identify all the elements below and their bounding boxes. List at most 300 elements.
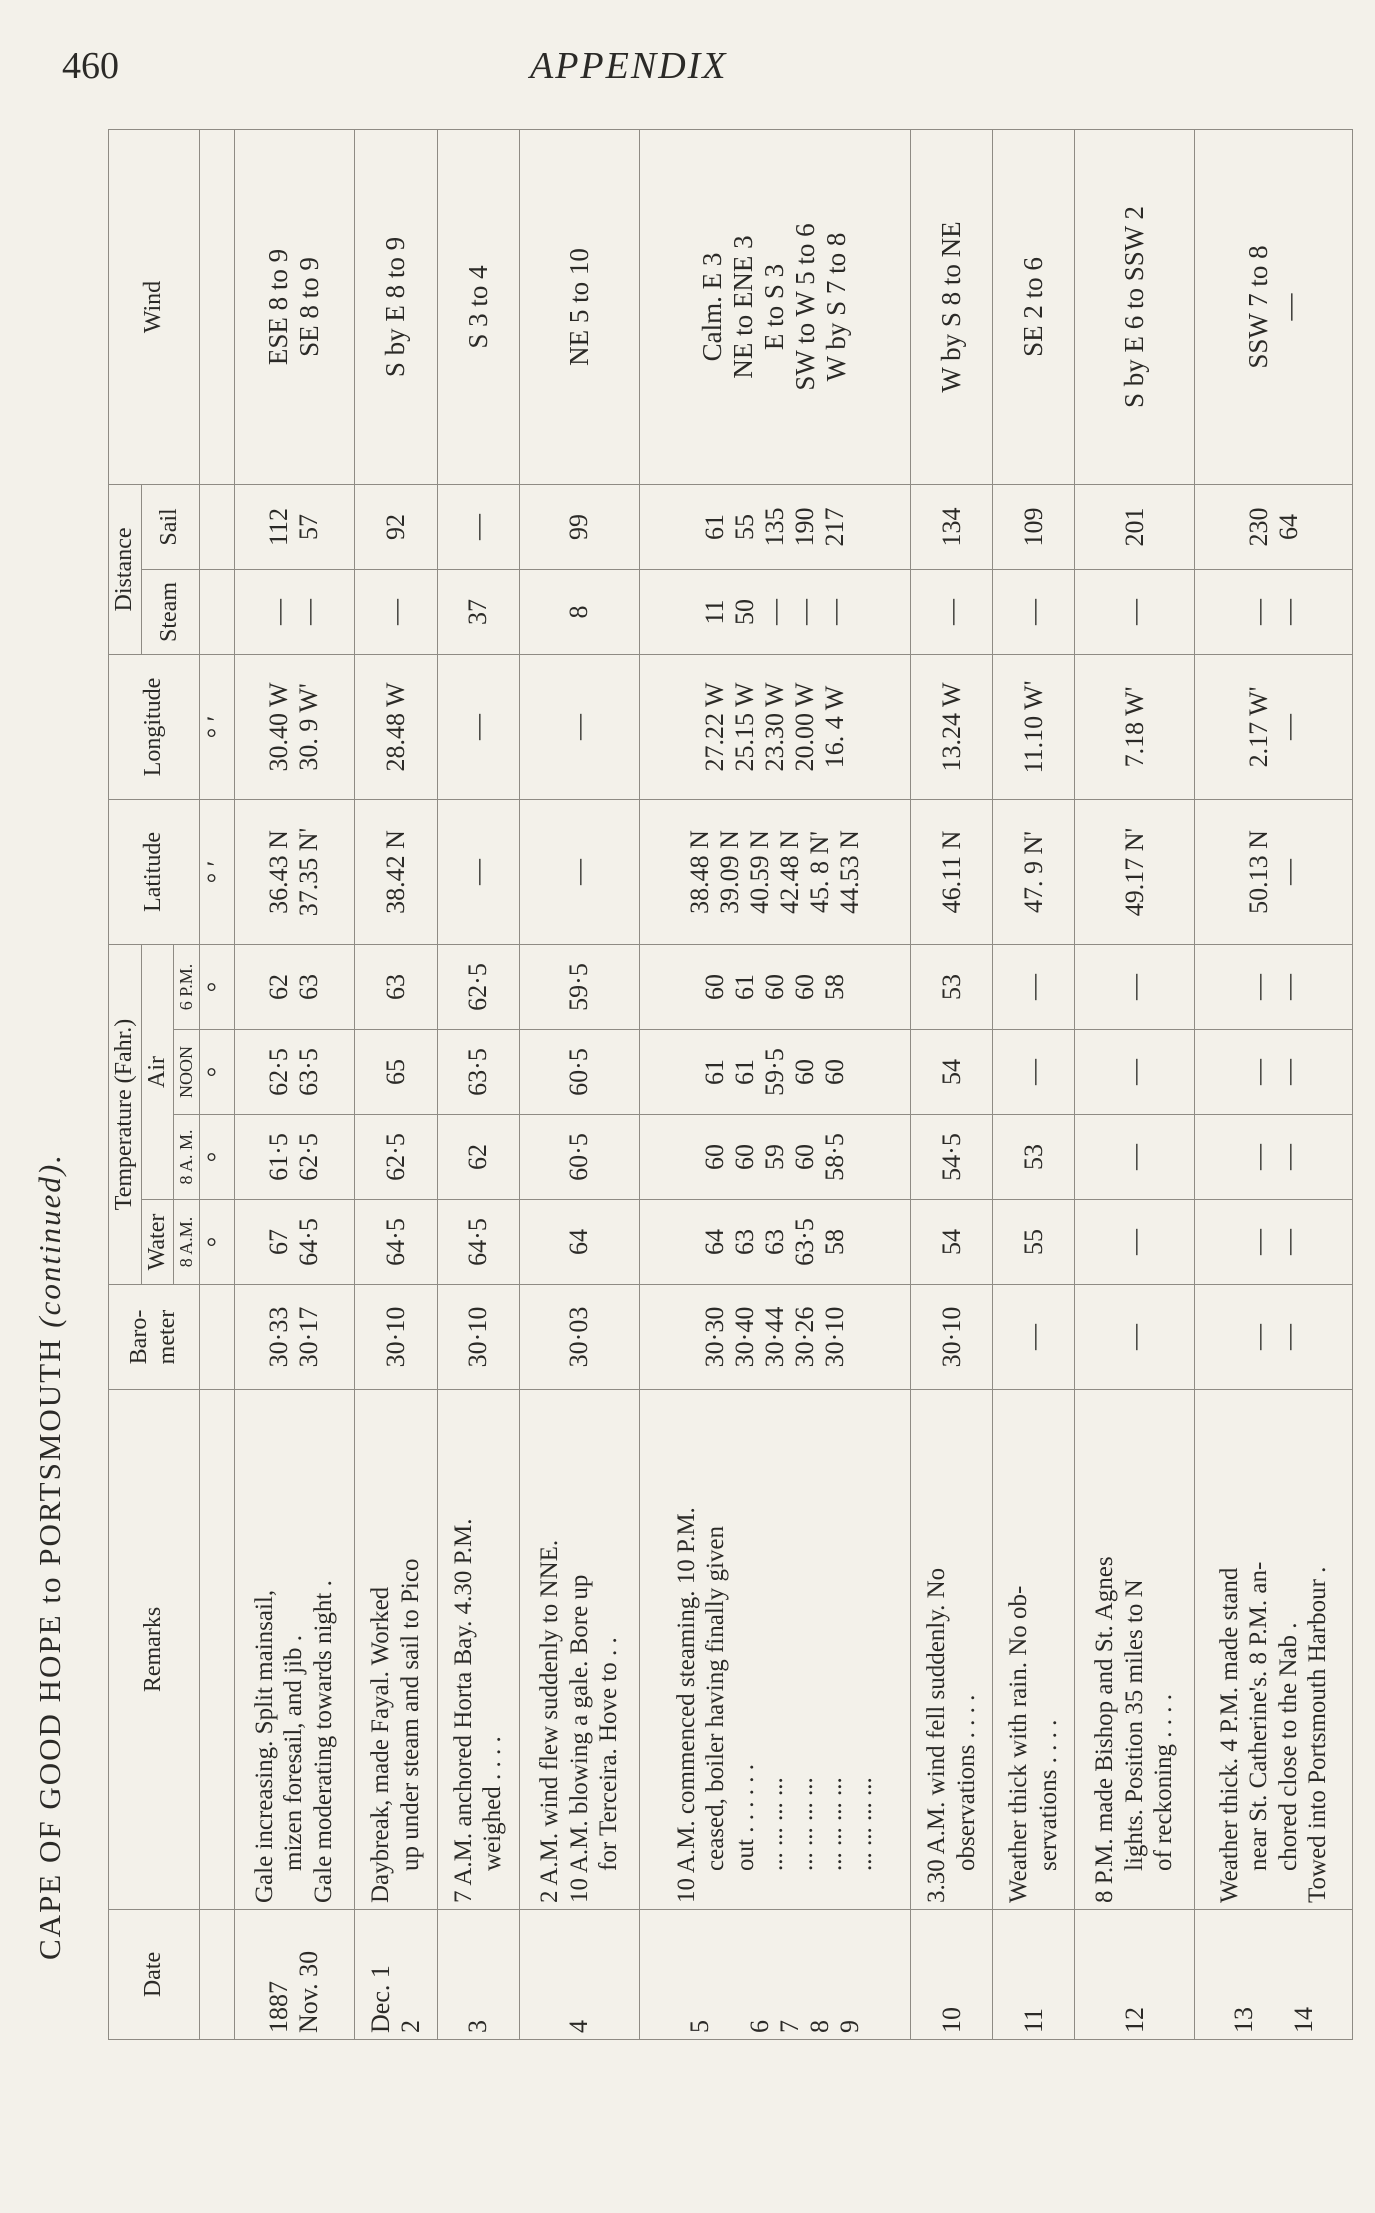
longitude-cell-value: 25.15 W xyxy=(730,682,760,772)
air-noon-cell-value: 65 xyxy=(380,1059,410,1085)
header-air-6pm: 6 P.M. xyxy=(174,944,200,1029)
air-noon-cell xyxy=(437,1030,519,1115)
air-noon-cell-value: — xyxy=(1018,1059,1048,1085)
air-8am-cell-value: 54·5 xyxy=(936,1133,966,1181)
air-8am-cell-value: — xyxy=(1119,1144,1149,1170)
steam-cell-value: — xyxy=(1018,598,1048,625)
water-8am-cell-value: 64 xyxy=(564,1229,594,1255)
remarks-line: Weather thick with rain. No ob- xyxy=(1005,1585,1033,1903)
barometer-cell-value: 30·10 xyxy=(936,1306,966,1368)
wind-value: W by S 7 to 8 xyxy=(821,232,852,382)
latitude-cell-value: 49.17 N' xyxy=(1119,827,1149,917)
air-8am-cell xyxy=(234,1115,354,1200)
wind-value: NE 5 to 10 xyxy=(563,248,594,366)
header-date: Date xyxy=(109,1910,200,2040)
header-longitude: Longitude xyxy=(109,654,200,799)
air-8am-cell-value: 62 xyxy=(463,1144,493,1170)
air-noon-cell-value: 54 xyxy=(936,1059,966,1085)
sail-cell xyxy=(911,484,993,569)
barometer-cell-value: — xyxy=(1273,1324,1303,1350)
table-title-main: CAPE OF GOOD HOPE to PORTSMOUTH xyxy=(32,1337,67,1960)
header-wind: Wind xyxy=(109,129,200,484)
air-noon-cell-value: 60 xyxy=(819,1059,849,1085)
longitude-cell-value: 27.22 W xyxy=(700,682,730,772)
water-8am-cell-value: 67 xyxy=(264,1229,294,1255)
table-row xyxy=(519,129,639,2039)
air-noon-cell-value: 60 xyxy=(789,1059,819,1085)
steam-cell-value: 11 xyxy=(700,599,730,625)
barometer-cell xyxy=(1075,1285,1195,1390)
steam-cell xyxy=(519,569,639,654)
latitude-cell xyxy=(993,799,1075,944)
air-noon-cell xyxy=(639,1030,910,1115)
steam-cell-value: — xyxy=(1273,598,1303,625)
longitude-cell xyxy=(519,654,639,799)
units-row xyxy=(199,129,234,2039)
sail-cell-value: 92 xyxy=(380,513,410,540)
latitude-cell-value: 36.43 N xyxy=(264,830,294,914)
longitude-cell-value: 20.00 W xyxy=(789,682,819,772)
barometer-cell xyxy=(519,1285,639,1390)
air-6pm-cell xyxy=(1195,944,1353,1029)
latitude-cell-value: 38.48 N xyxy=(685,830,715,914)
longitude-cell-value: 30. 9 W' xyxy=(294,683,324,771)
remarks-cell xyxy=(911,1390,993,1910)
date-cell: 1887 Nov. 30 xyxy=(234,1910,354,2040)
sail-cell xyxy=(437,484,519,569)
water-8am-cell-value: 64 xyxy=(700,1229,730,1255)
date-cell: Dec. 1 2 xyxy=(354,1910,437,2040)
air-noon-cell xyxy=(993,1030,1075,1115)
wind-value: SE 8 to 9 xyxy=(294,257,325,357)
longitude-cell-value: 13.24 W xyxy=(936,682,966,772)
latitude-cell-value: 45. 8 N' xyxy=(804,831,834,913)
air-6pm-cell-value: 61 xyxy=(730,974,760,1000)
barometer-cell xyxy=(911,1285,993,1390)
wind-cell xyxy=(1195,129,1353,484)
wind-value: S by E 8 to 9 xyxy=(380,236,411,378)
sail-cell xyxy=(354,484,437,569)
water-8am-cell-value: — xyxy=(1119,1229,1149,1255)
remarks-line: 8 P.M. made Bishop and St. Agnes xyxy=(1091,1556,1119,1903)
date-cell: 5 6 7 8 9 xyxy=(639,1910,910,2040)
remarks-line: ceased, boiler having finally given xyxy=(702,1525,730,1871)
wind-value: S by E 6 to SSW 2 xyxy=(1119,205,1150,409)
air-6pm-cell xyxy=(911,944,993,1029)
air-6pm-cell xyxy=(993,944,1075,1029)
water-8am-cell-value: 64·5 xyxy=(294,1218,324,1266)
date-cell: 4 xyxy=(519,1910,639,2040)
steam-cell-value: — xyxy=(380,598,410,625)
latitude-cell xyxy=(639,799,910,944)
wind-value: S 3 to 4 xyxy=(462,265,493,349)
barometer-cell xyxy=(993,1285,1075,1390)
latitude-cell xyxy=(1075,799,1195,944)
steam-cell xyxy=(911,569,993,654)
air-8am-cell-value: 53 xyxy=(1018,1144,1048,1170)
remarks-line: Gale moderating towards night . xyxy=(309,1580,337,1903)
remarks-line: Daybreak, made Fayal. Worked xyxy=(367,1586,395,1903)
remarks-line: ... ... ... ... xyxy=(761,1777,789,1871)
barometer-cell xyxy=(639,1285,910,1390)
water-8am-cell-value: 64·5 xyxy=(463,1218,493,1266)
wind-value: ESE 8 to 9 xyxy=(263,248,294,366)
air-noon-cell-value: — xyxy=(1243,1059,1273,1085)
water-8am-cell-value: 58 xyxy=(819,1229,849,1255)
sail-cell xyxy=(234,484,354,569)
steam-cell-value: 8 xyxy=(564,605,594,619)
barometer-cell-value: 30·44 xyxy=(759,1306,789,1368)
air-6pm-cell-value: 60 xyxy=(789,974,819,1000)
air-6pm-cell-value: 62 xyxy=(264,974,294,1000)
remarks-line: lights. Position 35 miles to N xyxy=(1120,1579,1148,1871)
air-6pm-cell xyxy=(234,944,354,1029)
air-noon-cell-value: — xyxy=(1273,1059,1303,1085)
latitude-cell-value: — xyxy=(463,858,493,885)
air-noon-cell xyxy=(519,1030,639,1115)
remarks-line: Gale increasing. Split mainsail, xyxy=(250,1589,278,1903)
steam-cell-value: — xyxy=(294,598,324,625)
sail-cell-value: — xyxy=(463,513,493,540)
wind-cell xyxy=(234,129,354,484)
sail-cell-value: 134 xyxy=(936,507,966,547)
air-6pm-cell xyxy=(354,944,437,1029)
air-noon-cell xyxy=(911,1030,993,1115)
remarks-cell xyxy=(639,1390,910,1910)
steam-cell-value: 37 xyxy=(463,598,493,625)
sail-cell xyxy=(1195,484,1353,569)
remarks-line: observations . . . . xyxy=(952,1694,980,1871)
sail-cell-value: 109 xyxy=(1018,507,1048,547)
header-latitude: Latitude xyxy=(109,799,200,944)
latitude-cell-value: 42.48 N xyxy=(774,830,804,914)
air-noon-cell xyxy=(234,1030,354,1115)
barometer-cell-value: — xyxy=(1243,1324,1273,1350)
sail-cell-value: 57 xyxy=(294,513,324,540)
header-air-8am: 8 A. M. xyxy=(174,1115,200,1200)
latitude-cell xyxy=(911,799,993,944)
page-number: 460 xyxy=(62,45,119,87)
longitude-cell xyxy=(1075,654,1195,799)
water-8am-cell-value: 64·5 xyxy=(380,1218,410,1266)
air-8am-cell xyxy=(519,1115,639,1200)
steam-cell-value: — xyxy=(819,598,849,625)
air-noon-cell xyxy=(1075,1030,1195,1115)
air-8am-cell xyxy=(437,1115,519,1200)
sail-cell-value: 201 xyxy=(1119,507,1149,547)
longitude-cell xyxy=(437,654,519,799)
air-6pm-cell-value: 60 xyxy=(759,974,789,1000)
remarks-line: of reckoning . . . . xyxy=(1150,1693,1178,1871)
water-8am-cell xyxy=(234,1200,354,1285)
remarks-line: Towed into Portsmouth Harbour . xyxy=(1304,1566,1332,1903)
table-row xyxy=(993,129,1075,2039)
latitude-cell-value: 38.42 N xyxy=(380,830,410,914)
air-8am-cell-value: 58·5 xyxy=(819,1133,849,1181)
longitude-cell-value: — xyxy=(564,713,594,740)
sail-cell xyxy=(519,484,639,569)
latitude-cell xyxy=(354,799,437,944)
air-noon-cell-value: 61 xyxy=(700,1059,730,1085)
latitude-cell-value: 40.59 N xyxy=(745,830,775,914)
water-8am-cell xyxy=(911,1200,993,1285)
steam-cell-value: — xyxy=(789,598,819,625)
wind-value: E to S 3 xyxy=(759,263,790,351)
steam-cell-value: — xyxy=(264,598,294,625)
wind-value: — xyxy=(1273,293,1304,321)
sail-cell xyxy=(993,484,1075,569)
air-8am-cell-value: 61·5 xyxy=(264,1133,294,1181)
sail-cell xyxy=(639,484,910,569)
steam-cell-value: — xyxy=(936,598,966,625)
air-8am-cell xyxy=(639,1115,910,1200)
wind-value: SSW 7 to 8 xyxy=(1242,245,1273,369)
barometer-cell-value: — xyxy=(1119,1324,1149,1350)
wind-cell xyxy=(639,129,910,484)
longitude-cell-value: 2.17 W' xyxy=(1243,686,1273,768)
remarks-line: for Terceira. Hove to . . xyxy=(595,1637,623,1871)
wind-cell xyxy=(354,129,437,484)
wind-value: SE 2 to 6 xyxy=(1018,257,1049,357)
water-8am-cell xyxy=(437,1200,519,1285)
date-cell: 11 xyxy=(993,1910,1075,2040)
header-temperature: Temperature (Fahr.) xyxy=(109,944,142,1284)
date-cell: 13 14 xyxy=(1195,1910,1353,2040)
latitude-cell xyxy=(437,799,519,944)
sail-cell-value: 55 xyxy=(730,513,760,540)
water-8am-cell xyxy=(519,1200,639,1285)
table-row xyxy=(1195,129,1353,2039)
barometer-cell-value: 30·03 xyxy=(564,1306,594,1368)
air-8am-cell-value: 59 xyxy=(759,1144,789,1170)
remarks-line: up under steam and sail to Pico xyxy=(396,1558,424,1871)
remarks-cell xyxy=(519,1390,639,1910)
remarks-line: ... ... ... ... xyxy=(790,1777,818,1871)
latitude-cell xyxy=(234,799,354,944)
latitude-cell-value: 47. 9 N' xyxy=(1018,831,1048,913)
air-noon-cell-value: 62·5 xyxy=(264,1048,294,1096)
air-6pm-cell-value: 53 xyxy=(936,974,966,1000)
remarks-cell xyxy=(234,1390,354,1910)
remarks-line: chored close to the Nab . xyxy=(1274,1622,1302,1871)
table-row xyxy=(1075,129,1195,2039)
sail-cell-value: 190 xyxy=(789,507,819,547)
air-6pm-cell-value: — xyxy=(1119,974,1149,1000)
water-8am-cell-value: 63·5 xyxy=(789,1218,819,1266)
latitude-cell xyxy=(519,799,639,944)
steam-cell xyxy=(234,569,354,654)
barometer-cell-value: 30·26 xyxy=(789,1306,819,1368)
air-8am-cell-value: 62·5 xyxy=(294,1133,324,1181)
latitude-cell-value: 44.53 N xyxy=(834,830,864,914)
air-6pm-cell-value: — xyxy=(1273,974,1303,1000)
barometer-cell-value: — xyxy=(1018,1324,1048,1350)
longitude-cell-value: 30.40 W xyxy=(264,682,294,772)
wind-value: NE to ENE 3 xyxy=(728,235,759,379)
latitude-cell xyxy=(1195,799,1353,944)
date-cell: 3 xyxy=(437,1910,519,2040)
air-noon-cell-value: 60·5 xyxy=(564,1048,594,1096)
sail-cell-value: 61 xyxy=(700,513,730,540)
remarks-line: ... ... ... ... xyxy=(849,1777,877,1871)
air-8am-cell xyxy=(911,1115,993,1200)
remarks-line: 10 A.M. commenced steaming. 10 P.M. xyxy=(672,1507,700,1903)
air-8am-cell xyxy=(993,1115,1075,1200)
longitude-cell xyxy=(993,654,1075,799)
steam-cell-value: — xyxy=(1243,598,1273,625)
sail-cell-value: 135 xyxy=(759,507,789,547)
air-noon-cell-value: 59·5 xyxy=(759,1048,789,1096)
remarks-cell xyxy=(1195,1390,1353,1910)
table-title xyxy=(32,1153,68,1960)
latitude-cell-value: 46.11 N xyxy=(936,830,966,914)
rotated-table-container xyxy=(108,130,1353,2040)
longitude-cell-value: 7.18 W' xyxy=(1119,686,1149,768)
header-remarks: Remarks xyxy=(109,1390,200,1910)
remarks-cell xyxy=(993,1390,1075,1910)
remarks-cell xyxy=(1075,1390,1195,1910)
header-water: Water xyxy=(141,1200,174,1285)
latitude-cell-value: 39.09 N xyxy=(715,830,745,914)
header-water-8am: 8 A.M. xyxy=(174,1200,200,1285)
longitude-cell-value: 28.48 W xyxy=(380,682,410,772)
unit-degree: ° xyxy=(199,1030,234,1115)
water-8am-cell xyxy=(354,1200,437,1285)
air-6pm-cell-value: 60 xyxy=(700,974,730,1000)
air-8am-cell-value: 62·5 xyxy=(380,1133,410,1181)
remarks-line: Weather thick. 4 P.M. made stand xyxy=(1215,1567,1243,1903)
sail-cell-value: 230 xyxy=(1243,507,1273,547)
water-8am-cell-value: 63 xyxy=(759,1229,789,1255)
table-row xyxy=(437,129,519,2039)
remarks-cell xyxy=(437,1390,519,1910)
water-8am-cell-value: — xyxy=(1243,1229,1273,1255)
air-6pm-cell-value: 58 xyxy=(819,974,849,1000)
air-8am-cell-value: 60·5 xyxy=(564,1133,594,1181)
unit-lat: ° ′ xyxy=(199,799,234,944)
wind-cell xyxy=(1075,129,1195,484)
barometer-cell-value: 30·40 xyxy=(730,1306,760,1368)
wind-cell xyxy=(911,129,993,484)
water-8am-cell-value: — xyxy=(1273,1229,1303,1255)
date-cell: 10 xyxy=(911,1910,993,2040)
unit-degree: ° xyxy=(199,944,234,1029)
header-sail: Sail xyxy=(141,484,199,569)
header-steam: Steam xyxy=(141,569,199,654)
longitude-cell xyxy=(1195,654,1353,799)
barometer-cell-value: 30·10 xyxy=(380,1306,410,1368)
remarks-line: 2 A.M. wind flew suddenly to NNE. xyxy=(536,1539,564,1903)
remarks-line: weighed . . . . xyxy=(479,1736,507,1871)
steam-cell xyxy=(639,569,910,654)
remarks-line: 3.30 A.M. wind fell suddenly. No xyxy=(923,1567,951,1903)
unit-degree: ° xyxy=(199,1115,234,1200)
longitude-cell xyxy=(354,654,437,799)
air-6pm-cell xyxy=(1075,944,1195,1029)
air-6pm-cell xyxy=(639,944,910,1029)
sail-cell-value: 64 xyxy=(1273,513,1303,540)
air-6pm-cell-value: 62·5 xyxy=(463,963,493,1011)
latitude-cell-value: — xyxy=(564,858,594,885)
remarks-line: out . . . . . . xyxy=(731,1764,759,1871)
air-6pm-cell-value: — xyxy=(1018,974,1048,1000)
air-noon-cell xyxy=(1195,1030,1353,1115)
air-8am-cell xyxy=(1075,1115,1195,1200)
barometer-cell xyxy=(354,1285,437,1390)
table-row xyxy=(354,129,437,2039)
table-row xyxy=(911,129,993,2039)
latitude-cell-value: 37.35 N' xyxy=(294,827,324,917)
steam-cell xyxy=(354,569,437,654)
water-8am-cell-value: 55 xyxy=(1018,1229,1048,1255)
water-8am-cell xyxy=(993,1200,1075,1285)
table-body xyxy=(234,129,1352,2039)
air-8am-cell-value: 60 xyxy=(730,1144,760,1170)
barometer-cell xyxy=(1195,1285,1353,1390)
steam-cell-value: — xyxy=(1119,598,1149,625)
remarks-line: 10 A.M. blowing a gale. Bore up xyxy=(565,1574,593,1903)
longitude-cell-value: — xyxy=(1273,713,1303,740)
air-noon-cell-value: — xyxy=(1119,1059,1149,1085)
steam-cell xyxy=(993,569,1075,654)
unit-lon: ° ′ xyxy=(199,654,234,799)
sail-cell-value: 99 xyxy=(564,513,594,540)
sail-cell-value: 217 xyxy=(819,507,849,547)
air-8am-cell-value: — xyxy=(1273,1144,1303,1170)
air-6pm-cell-value: 63 xyxy=(294,974,324,1000)
barometer-cell xyxy=(437,1285,519,1390)
air-8am-cell-value: 60 xyxy=(789,1144,819,1170)
unit-degree: ° xyxy=(199,1200,234,1285)
header-barometer: Baro-meter xyxy=(109,1285,200,1390)
table-header xyxy=(109,129,235,2039)
barometer-cell xyxy=(234,1285,354,1390)
wind-cell xyxy=(519,129,639,484)
steam-cell xyxy=(1195,569,1353,654)
voyage-log-table xyxy=(108,129,1353,2040)
wind-value: W by S 8 to NE xyxy=(936,221,967,393)
air-6pm-cell-value: 63 xyxy=(380,974,410,1000)
air-8am-cell xyxy=(1195,1115,1353,1200)
header-air: Air xyxy=(141,944,174,1199)
remarks-line: servations . . . . xyxy=(1034,1719,1062,1871)
barometer-cell-value: 30·30 xyxy=(700,1306,730,1368)
longitude-cell-value: 23.30 W xyxy=(759,682,789,772)
wind-value: SW to W 5 to 6 xyxy=(790,223,821,391)
table-row xyxy=(234,129,354,2039)
air-8am-cell-value: — xyxy=(1243,1144,1273,1170)
air-8am-cell-value: 60 xyxy=(700,1144,730,1170)
air-6pm-cell xyxy=(437,944,519,1029)
remarks-cell xyxy=(354,1390,437,1910)
longitude-cell-value: 11.10 W' xyxy=(1018,680,1048,774)
steam-cell xyxy=(1075,569,1195,654)
header-distance: Distance xyxy=(109,484,142,654)
remarks-line: ... ... ... ... xyxy=(820,1777,848,1871)
steam-cell-value: 50 xyxy=(730,598,760,625)
steam-cell-value: — xyxy=(759,598,789,625)
longitude-cell xyxy=(911,654,993,799)
wind-cell xyxy=(437,129,519,484)
longitude-cell-value: — xyxy=(463,713,493,740)
air-6pm-cell-value: 59·5 xyxy=(564,963,594,1011)
wind-cell xyxy=(993,129,1075,484)
air-8am-cell xyxy=(354,1115,437,1200)
water-8am-cell xyxy=(1195,1200,1353,1285)
barometer-cell-value: 30·17 xyxy=(294,1306,324,1368)
longitude-cell-value: 16. 4 W xyxy=(819,685,849,769)
barometer-cell-value: 30·33 xyxy=(264,1306,294,1368)
